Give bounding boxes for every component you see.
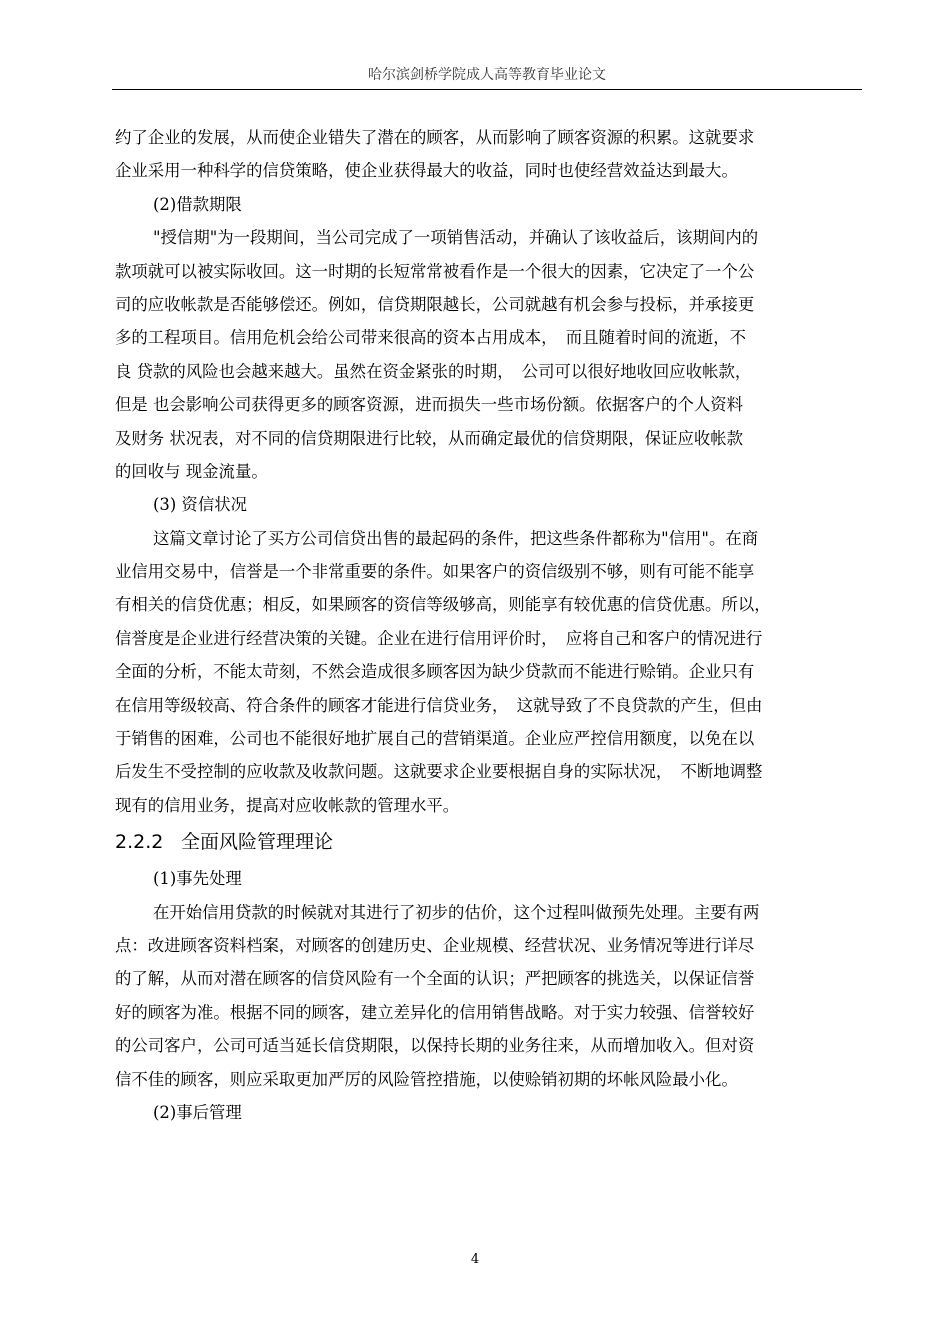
document-body <box>115 121 860 1129</box>
text-line: 在开始信用贷款的时候就对其进行了初步的估价，这个过程叫做预先处理。主要有两 <box>153 902 760 922</box>
page-number: 4 <box>470 1252 480 1267</box>
section-number: 2.2.2 <box>115 831 164 854</box>
section-heading <box>115 824 860 860</box>
text-line: 司的应收帐款是否能够偿还。例如，信贷期限越长，公司就越有机会参与投标，并承接更 <box>115 294 755 314</box>
paragraph-block-2 <box>115 862 860 1129</box>
text-line: 后发生不受控制的应收款及收款问题。这就要求企业要根据自身的实际状况， 不断地调整 <box>115 762 763 782</box>
text-line: 企业采用一种科学的信贷策略，使企业获得最大的收益，同时也使经营效益达到最大。 <box>115 161 738 181</box>
text-line: 及财务 状况表，对不同的信贷期限进行比较，从而确定最优的信贷期限，保证应收帐款 <box>115 428 744 448</box>
header-rule <box>112 89 862 90</box>
text-line: 但是 也会影响公司获得更多的顾客资源，进而损失一些市场份额。依据客户的个人资料 <box>115 395 744 415</box>
text-line: (2)事后管理 <box>153 1102 242 1122</box>
text-line: 多的工程项目。信用危机会给公司带来很高的资本占用成本， 而且随着时间的流逝，不 <box>115 328 747 348</box>
text-line: 良 贷款的风险也会越来越大。虽然在资金紧张的时期， 公司可以很好地收回应收帐款， <box>115 361 752 381</box>
text-line: 业信用交易中，信誉是一个非常重要的条件。如果客户的资信级别不够，则有可能不能享 <box>115 562 755 582</box>
text-line: 的回收与 现金流量。 <box>115 461 268 481</box>
text-line: 信不佳的顾客，则应采取更加严厉的风险管控措施，以使赊销初期的坏帐风险最小化。 <box>115 1069 738 1089</box>
text-line: 的了解，从而对潜在顾客的信贷风险有一个全面的认识；严把顾客的挑选关，以保证信誉 <box>115 969 755 989</box>
text-line: (2)借款期限 <box>153 194 242 214</box>
section-title: 全面风险管理理论 <box>181 831 334 854</box>
text-line: (3) 资信状况 <box>153 495 247 515</box>
text-line: 在信用等级较高、符合条件的顾客才能进行信贷业务， 这就导致了不良贷款的产生，但由 <box>115 695 763 715</box>
text-line: 款项就可以被实际收回。这一时期的长短常常被看作是一个很大的因素，它决定了一个公 <box>115 261 755 281</box>
text-line: 现有的信用业务，提高对应收帐款的管理水平。 <box>115 795 460 815</box>
text-line: 好的顾客为准。根据不同的顾客，建立差异化的信用销售战略。对于实力较强、信誉较好 <box>115 1002 755 1022</box>
text-line: 的公司客户，公司可适当延长信贷期限，以保持长期的业务往来，从而增加收入。但对资 <box>115 1036 755 1056</box>
text-line: 有相关的信贷优惠；相反，如果顾客的资信等级够高，则能享有较优惠的信贷优惠。所以， <box>115 595 771 615</box>
text-line: "授信期"为一段期间，当公司完成了一项销售活动，并确认了该收益后，该期间内的 <box>153 228 759 248</box>
text-line: 约了企业的发展，从而使企业错失了潜在的顾客，从而影响了顾客资源的积累。这就要求 <box>115 128 755 147</box>
text-line: 于销售的困难，公司也不能很好地扩展自己的营销渠道。企业应严控信用额度，以免在以 <box>115 729 755 749</box>
text-line: 这篇文章讨论了买方公司信贷出售的最起码的条件，把这些条件都称为"信用"。在商 <box>153 528 759 548</box>
text-line: 全面的分析，不能太苛刻，不然会造成很多顾客因为缺少贷款而不能进行赊销。企业只有 <box>115 662 755 682</box>
paragraph-block-1 <box>115 121 860 822</box>
page-header: 哈尔滨剑桥学院成人高等教育毕业论文 <box>368 67 606 83</box>
text-line: (1)事先处理 <box>153 869 242 889</box>
text-line: 信誉度是企业进行经营决策的关键。企业在进行信用评价时， 应将自己和客户的情况进行 <box>115 628 763 648</box>
text-line: 点：改进顾客资料档案，对顾客的创建历史、企业规模、经营状况、业务情况等进行详尽 <box>115 935 755 955</box>
